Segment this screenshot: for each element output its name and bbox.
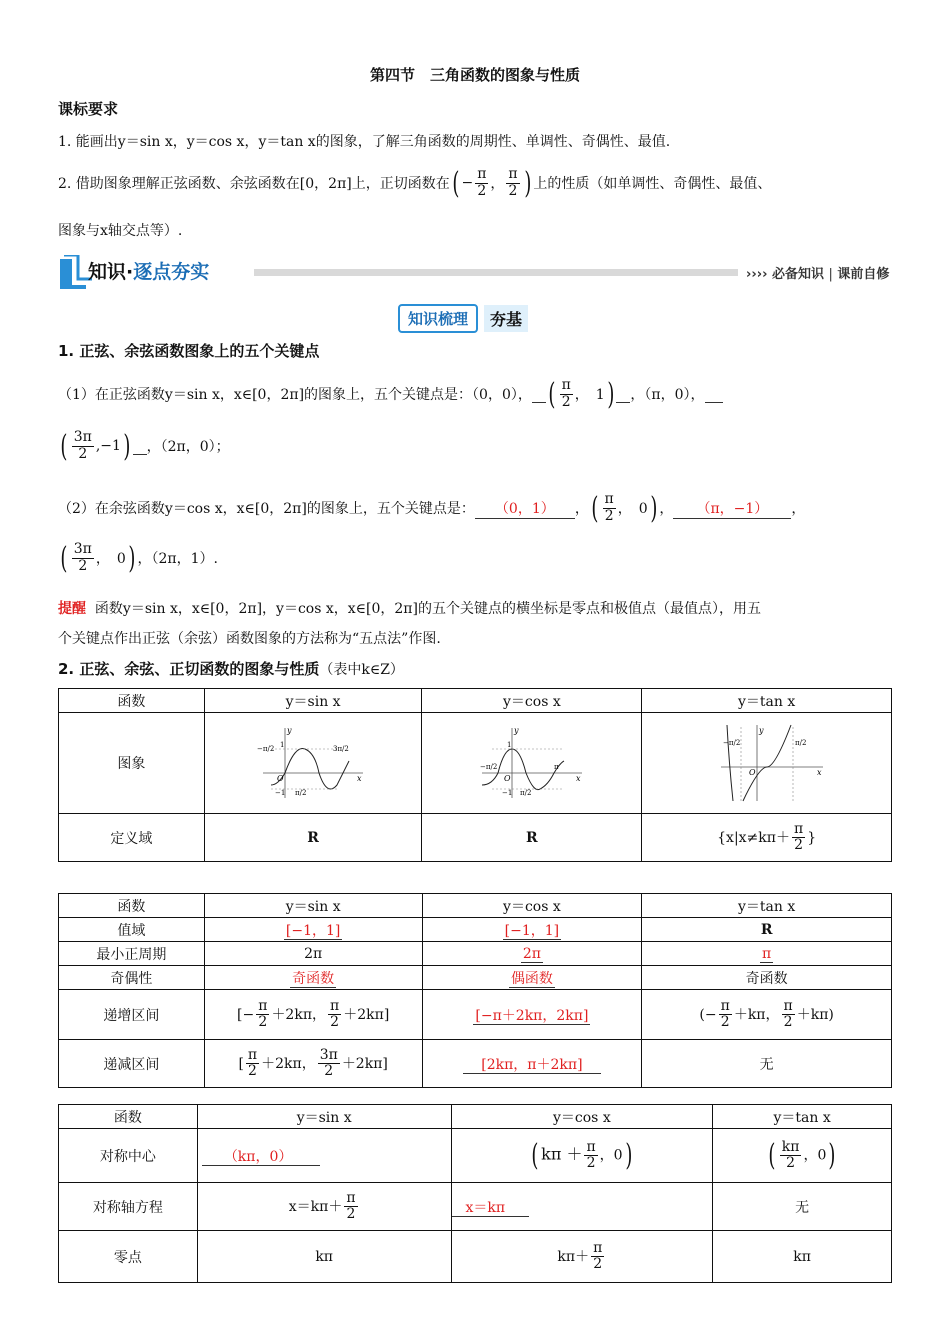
blank [532,386,546,403]
range-sin: [−1，1] [204,918,422,942]
range-tan: R [642,918,892,942]
s1-cos-c: ，（2π，1）. [137,551,218,567]
comma: ， [659,501,674,517]
period-sin: 2π [204,942,422,966]
tick-label-one: 1 [506,741,512,749]
fraction-pi-2: $\frac{\pi}{2}$ [477,166,487,199]
tan-graph [707,723,827,803]
answer-blank: （π，−1） [673,498,791,519]
tick-label: π/2 [295,789,307,797]
center-sin: （kπ，0） [197,1129,451,1183]
right-paren: ) [523,165,531,201]
parity-sin: 奇函数 [204,966,422,990]
table-header: y＝cos x [422,689,642,713]
banner-bar [254,269,738,276]
s1-sin-c: ，（2π，0）； [146,439,230,455]
domain-sin: R [204,814,422,862]
row-label-axis: 对称轴方程 [59,1183,198,1231]
row-label-center: 对称中心 [59,1129,198,1183]
center-cos: ( kπ ＋ $\frac{\pi}{2}$ ，0) [451,1129,713,1183]
badge-suffix: 夯基 [484,305,528,332]
section-badge [398,304,528,332]
tick-label-neg1: −1 [501,789,513,797]
period-tan: π [642,942,892,966]
blank [133,438,147,455]
s1-cos-a: （2）在余弦函数y＝cos x，x∈[0，2π]的图象上，五个关键点是： [58,501,475,517]
table-header: y＝sin x [197,1105,451,1129]
row-label-parity: 奇偶性 [59,966,205,990]
inc-tan: (− $\frac{\pi}{2}$ ＋kπ， $\frac{\pi}{2}$ ＋kπ) [642,990,892,1040]
tip-line-1 [58,598,761,618]
comma: ， [791,501,806,517]
row-label-domain: 定义域 [59,814,205,862]
s2-note: （表中k∈Z） [319,662,404,678]
table-header: 函数 [59,894,205,918]
banner-title: 知识·逐点夯实 [88,261,210,283]
tip-text-1: 函数y＝sin x，x∈[0，2π]，y＝cos x，x∈[0，2π]的五个关键点的横坐标是零点和极值点（最值点），用五 [94,601,761,617]
table-header: y＝sin x [204,894,422,918]
tick-label: −π/2 [722,739,740,747]
right-paren: ) [123,428,131,464]
row-label-zero: 零点 [59,1231,198,1283]
right-paren: ) [650,490,658,526]
center-tan: ( $\frac{k\pi}{2}$ ，0) [713,1129,892,1183]
left-paren: ( [591,490,599,526]
table-header: y＝cos x [451,1105,713,1129]
dec-cos: [2kπ，π＋2kπ] [422,1040,642,1088]
right-paren: ) [128,540,136,576]
axis-label-y: y [513,726,519,735]
tick-label: π [553,763,559,771]
s1-cos-line-1 [58,484,805,532]
axis-label-y: y [758,726,764,735]
axis-label-y: y [287,726,292,735]
cos-graph-cell [422,713,642,814]
parity-tan: 奇函数 [642,966,892,990]
table-header: y＝sin x [204,689,422,713]
sin-graph [253,723,373,803]
zero-tan: kπ [713,1231,892,1283]
s1-sin-neg1: ,−1 [95,438,121,454]
badge-box: 知识梳理 [398,304,478,333]
comma: ， [574,501,589,517]
origin-label: O [748,768,756,777]
kebiao-item-2 [58,160,771,206]
section-banner [58,253,892,291]
tick-label: 3π/2 [333,745,349,753]
s1-cos-line-2 [58,534,218,582]
answer-blank: （0，1） [475,498,575,519]
table-header: y＝tan x [642,894,892,918]
table-properties [58,893,892,1088]
axis-sin: x＝kπ＋ $\frac{\pi}{2}$ [197,1183,451,1231]
inc-cos: [−π＋2kπ，2kπ] [422,990,642,1040]
fraction-3pi-2: $\frac{3\pi}{2}$ [73,541,92,574]
row-label-period: 最小正周期 [59,942,205,966]
table-symmetry [58,1104,892,1283]
kebiao-item-1: 1. 能画出y＝sin x，y＝cos x，y＝tan x的图象，了解三角函数的周期性、单调性、奇偶性、最值. [58,134,671,150]
blank [616,386,630,403]
comma: ， [490,176,505,192]
minus-sign: − [461,175,474,191]
tip-line-2: 个关键点作出正弦（余弦）函数图象的方法称为“五点法”作图. [58,631,441,647]
s1-sin-line-1 [58,370,723,418]
page-title: 第四节 三角函数的图象与性质 [369,66,580,84]
banner-right: ›››› 必备知识 | 课前自修 [746,267,890,282]
s1-sin-b: ，（π，0）， [630,387,705,403]
domain-cos: R [422,814,642,862]
fraction-3pi-2: $\frac{3\pi}{2}$ [73,429,92,462]
axis-label-x: x [357,774,362,783]
tick-label-neg1: −1 [275,789,286,797]
tick-label: −π/2 [479,763,498,771]
s1-heading: 1. 正弦、余弦函数图象上的五个关键点 [58,342,320,360]
s1-cos-zero-2: ， 0 [95,551,126,567]
s1-cos-zero: ， 0 [617,501,648,517]
left-paren: ( [548,376,556,412]
axis-cos: x＝kπ [451,1183,713,1231]
fraction-pi-2: $\frac{\pi}{2}$ [561,377,571,410]
parity-cos: 偶函数 [422,966,642,990]
period-cos: 2π [422,942,642,966]
range-cos: [−1，1] [422,918,642,942]
tick-label: π/2 [519,789,532,797]
tick-label: −π/2 [257,745,275,753]
tip-label: 提醒 [58,601,86,617]
s1-sin-a: （1）在正弦函数y＝sin x，x∈[0，2π]的图象上，五个关键点是：（0，0）， [58,387,532,403]
cos-graph [472,723,592,803]
table-graphs [58,688,892,862]
kebiao-item-2-c: 图象与x轴交点等）. [58,223,183,239]
row-label-graph: 图象 [59,713,205,814]
origin-label: O [503,774,511,783]
s2-heading-line [58,658,404,679]
fraction-pi-2: $\frac{\pi}{2}$ [604,491,614,524]
left-paren: ( [60,428,68,464]
domain-tan: {x|x≠kπ＋ $\frac{\pi}{2}$ } [642,814,892,862]
inc-sin: [− $\frac{\pi}{2}$ ＋2kπ， $\frac{\pi}{2}$ ＋2kπ] [204,990,422,1040]
s1-sin-line-2 [58,422,230,470]
fraction-pi-2: $\frac{\pi}{2}$ [508,166,518,199]
blank [705,386,723,403]
axis-tan: 无 [713,1183,892,1231]
table-header: 函数 [59,689,205,713]
origin-label: O [277,774,284,783]
right-paren: ) [607,376,615,412]
kebiao-item-2-a: 2. 借助图象理解正弦函数、余弦函数在[0，2π]上，正切函数在 [58,176,450,192]
kebiao-item-2-b: 上的性质（如单调性、奇偶性、最值、 [533,176,772,192]
table-header: 函数 [59,1105,198,1129]
table-header: y＝tan x [642,689,892,713]
kebiao-heading: 课标要求 [58,100,119,118]
row-label-increasing: 递增区间 [59,990,205,1040]
left-paren: ( [452,165,460,201]
table-header: y＝tan x [713,1105,892,1129]
left-paren: ( [60,540,68,576]
table-header: y＝cos x [422,894,642,918]
tick-label-one: 1 [280,741,285,749]
sin-graph-cell [204,713,422,814]
s2-heading: 2. 正弦、余弦、正切函数的图象与性质 [58,660,320,678]
tick-label: π/2 [794,739,807,747]
tan-graph-cell [642,713,892,814]
row-label-decreasing: 递减区间 [59,1040,205,1088]
axis-label-x: x [575,774,581,783]
zero-cos: kπ＋ $\frac{\pi}{2}$ [451,1231,713,1283]
dec-tan: 无 [642,1040,892,1088]
axis-label-x: x [816,768,822,777]
dec-sin: [ $\frac{\pi}{2}$ ＋2kπ， $\frac{3\pi}{2}$ ＋2kπ] [204,1040,422,1088]
zero-sin: kπ [197,1231,451,1283]
s1-sin-one: ， 1 [574,387,605,403]
row-label-range: 值域 [59,918,205,942]
